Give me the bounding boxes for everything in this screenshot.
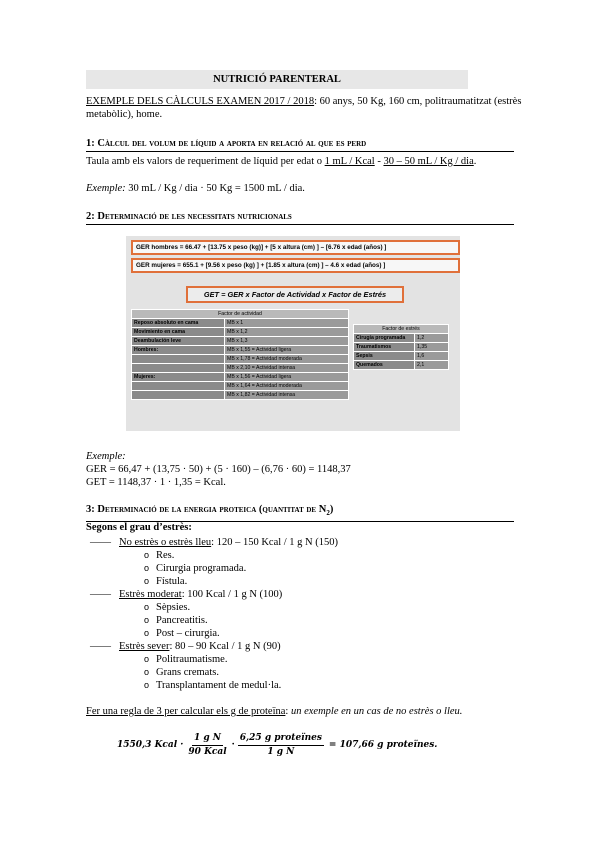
condition-text: Politraumatisme. (156, 654, 228, 665)
circle-bullet-icon: o (144, 615, 150, 625)
stress-value: 2,1 (415, 361, 449, 370)
stress-row (354, 361, 449, 370)
rule-of-three-line: Fer una regla de 3 per calcular els g de proteïna: un exemple en un cas de no estrès o lleu. (86, 706, 463, 717)
activity-label (132, 382, 225, 391)
condition-text: Pancreatitis. (156, 615, 208, 626)
activity-label: Deambulación leve (132, 337, 225, 346)
activity-row (132, 319, 349, 328)
fraction-nitrogen: $\frac{\text{1 g N}}{\text{90 Kcal}}$ (188, 732, 227, 757)
activity-row (132, 337, 349, 346)
circle-bullet-icon: o (144, 654, 150, 664)
condition-item (86, 653, 526, 666)
condition-item (86, 562, 526, 575)
get-formula: GET = GER x Factor de Actividad x Factor de Estrés (186, 286, 404, 303)
section-2-example-label: Exemple: (86, 451, 126, 462)
dash-bullet-icon: —— (90, 641, 111, 652)
ger-hombres-formula: GER hombres = 66.47 + [13.75 x peso (kg)] + [5 x altura (cm) ] – [6.76 x edad (años) ] (131, 240, 460, 255)
stress-label: Sepsis (354, 352, 415, 361)
activity-label: Mujeres: (132, 373, 225, 382)
stress-label: Quemados (354, 361, 415, 370)
condition-text: Cirurgia programada. (156, 563, 247, 574)
activity-row (132, 391, 349, 400)
intro-paragraph (86, 95, 526, 121)
circle-bullet-icon: o (144, 602, 150, 612)
condition-text: Post – cirurgia. (156, 628, 220, 639)
stress-grade-item (86, 588, 526, 601)
dash-bullet-icon: —— (90, 537, 111, 548)
intro-rest: : 60 anys, 50 Kg, 160 cm, politraumatitzat (estrès metabòlic), home. (86, 96, 522, 120)
activity-row (132, 346, 349, 355)
stress-grade-label: Estrès sever (119, 641, 170, 652)
condition-item (86, 666, 526, 679)
section-1-text: Taula amb els valors de requeriment de líquid per edat o 1 mL / Kcal - 30 – 50 mL / Kg / dia. (86, 156, 477, 167)
activity-value: MB x 1 (225, 319, 349, 328)
ratio-link-a: 1 mL / Kcal (324, 156, 375, 167)
circle-bullet-icon: o (144, 667, 150, 677)
stress-row (354, 352, 449, 361)
stress-row (354, 334, 449, 343)
activity-value: MB x 1,2 (225, 328, 349, 337)
condition-text: Res. (156, 550, 175, 561)
stress-grade-item (86, 536, 526, 549)
activity-table-header: Factor de actividad (132, 310, 349, 319)
stress-value: 1,6 (415, 352, 449, 361)
formula-image (126, 236, 460, 431)
condition-item (86, 679, 526, 692)
activity-label: Movimiento en cama (132, 328, 225, 337)
stress-value: 1,35 (415, 343, 449, 352)
protein-equation: 1550,3 Kcal · $\frac{\text{1 g N}}{\text{90 Kcal}}$ · $\frac{\text{6,25 g proteïnes}}{\text{1 g N}}$ = 107,66 g proteïnes. (117, 732, 438, 757)
activity-value: MB x 1,64 = Actividad moderada (225, 382, 349, 391)
activity-value: MB x 1,56 = Actividad ligera (225, 373, 349, 382)
activity-label (132, 391, 225, 400)
activity-row (132, 382, 349, 391)
section-1-example: Exemple: 30 mL / Kg / dia · 50 Kg = 1500 mL / dia. (86, 183, 305, 194)
stress-grade-item (86, 640, 526, 653)
activity-row (132, 355, 349, 364)
activity-row (132, 364, 349, 373)
activity-value: MB x 2,10 = Actividad intensa (225, 364, 349, 373)
stress-factor-table (353, 324, 449, 370)
stress-grade-ratio: : 100 Kcal / 1 g N (100) (181, 589, 283, 600)
circle-bullet-icon: o (144, 576, 150, 586)
condition-item (86, 575, 526, 588)
activity-label: Hombres: (132, 346, 225, 355)
activity-factor-table (131, 309, 349, 400)
intro-lead: EXEMPLE DELS CÀLCULS EXAMEN 2017 / 2018 (86, 96, 315, 107)
stress-label: Traumatismos (354, 343, 415, 352)
activity-value: MB x 1,78 = Actividad moderada (225, 355, 349, 364)
condition-text: Sèpsies. (156, 602, 191, 613)
condition-item (86, 614, 526, 627)
stress-table-header: Factor de estrés (354, 325, 449, 334)
section-1-heading: 1: Càlcul del volum de líquid a aporta en relació al que es perd (86, 137, 514, 152)
stress-grade-label: Estrès moderat (119, 589, 182, 600)
stress-value: 1,2 (415, 334, 449, 343)
stress-grade-list (86, 536, 526, 692)
circle-bullet-icon: o (144, 550, 150, 560)
ger-calculation: GER = 66,47 + (13,75 · 50) + (5 · 160) – (6,76 · 60) = 1148,37 (86, 464, 351, 475)
stress-grade-title: Segons el grau d’estrès: (86, 522, 192, 533)
section-3-heading: 3: Determinació de la energia proteica (quantitat de $N_2$) (86, 503, 514, 522)
condition-item (86, 627, 526, 640)
circle-bullet-icon: o (144, 628, 150, 638)
get-calculation: GET = 1148,37 · 1 · 1,35 = Kcal. (86, 477, 226, 488)
condition-item (86, 601, 526, 614)
fraction-protein: $\frac{\text{6,25 g proteïnes}}{\text{1 g N}}$ (239, 732, 322, 757)
activity-label (132, 355, 225, 364)
activity-value: MB x 1,55 = Actividad ligera (225, 346, 349, 355)
circle-bullet-icon: o (144, 680, 150, 690)
activity-row (132, 373, 349, 382)
ger-mujeres-formula: GER mujeres = 655.1 + [9.56 x peso (kg) ] + [1.85 x altura (cm) ] – 4.6 x edad (años) ] (131, 258, 460, 273)
circle-bullet-icon: o (144, 563, 150, 573)
condition-item (86, 549, 526, 562)
condition-text: Transplantament de medul·la. (156, 680, 282, 691)
condition-text: Grans cremats. (156, 667, 219, 678)
activity-label: Reposo absoluto en cama (132, 319, 225, 328)
stress-grade-ratio: : 80 – 90 Kcal / 1 g N (90) (169, 641, 281, 652)
page-title: NUTRICIÓ PARENTERAL (86, 70, 468, 89)
activity-label (132, 364, 225, 373)
activity-value: MB x 1,3 (225, 337, 349, 346)
ratio-link-b: 30 – 50 mL / Kg / dia (383, 156, 474, 167)
section-2-heading: 2: Determinació de les necessitats nutricionals (86, 210, 514, 225)
stress-grade-label: No estrès o estrès lleu (119, 537, 212, 548)
condition-text: Fístula. (156, 576, 188, 587)
activity-value: MB x 1,82 = Actividad intensa (225, 391, 349, 400)
stress-row (354, 343, 449, 352)
stress-label: Cirugía programada (354, 334, 415, 343)
activity-row (132, 328, 349, 337)
stress-grade-ratio: : 120 – 150 Kcal / 1 g N (150) (211, 537, 339, 548)
dash-bullet-icon: —— (90, 589, 111, 600)
